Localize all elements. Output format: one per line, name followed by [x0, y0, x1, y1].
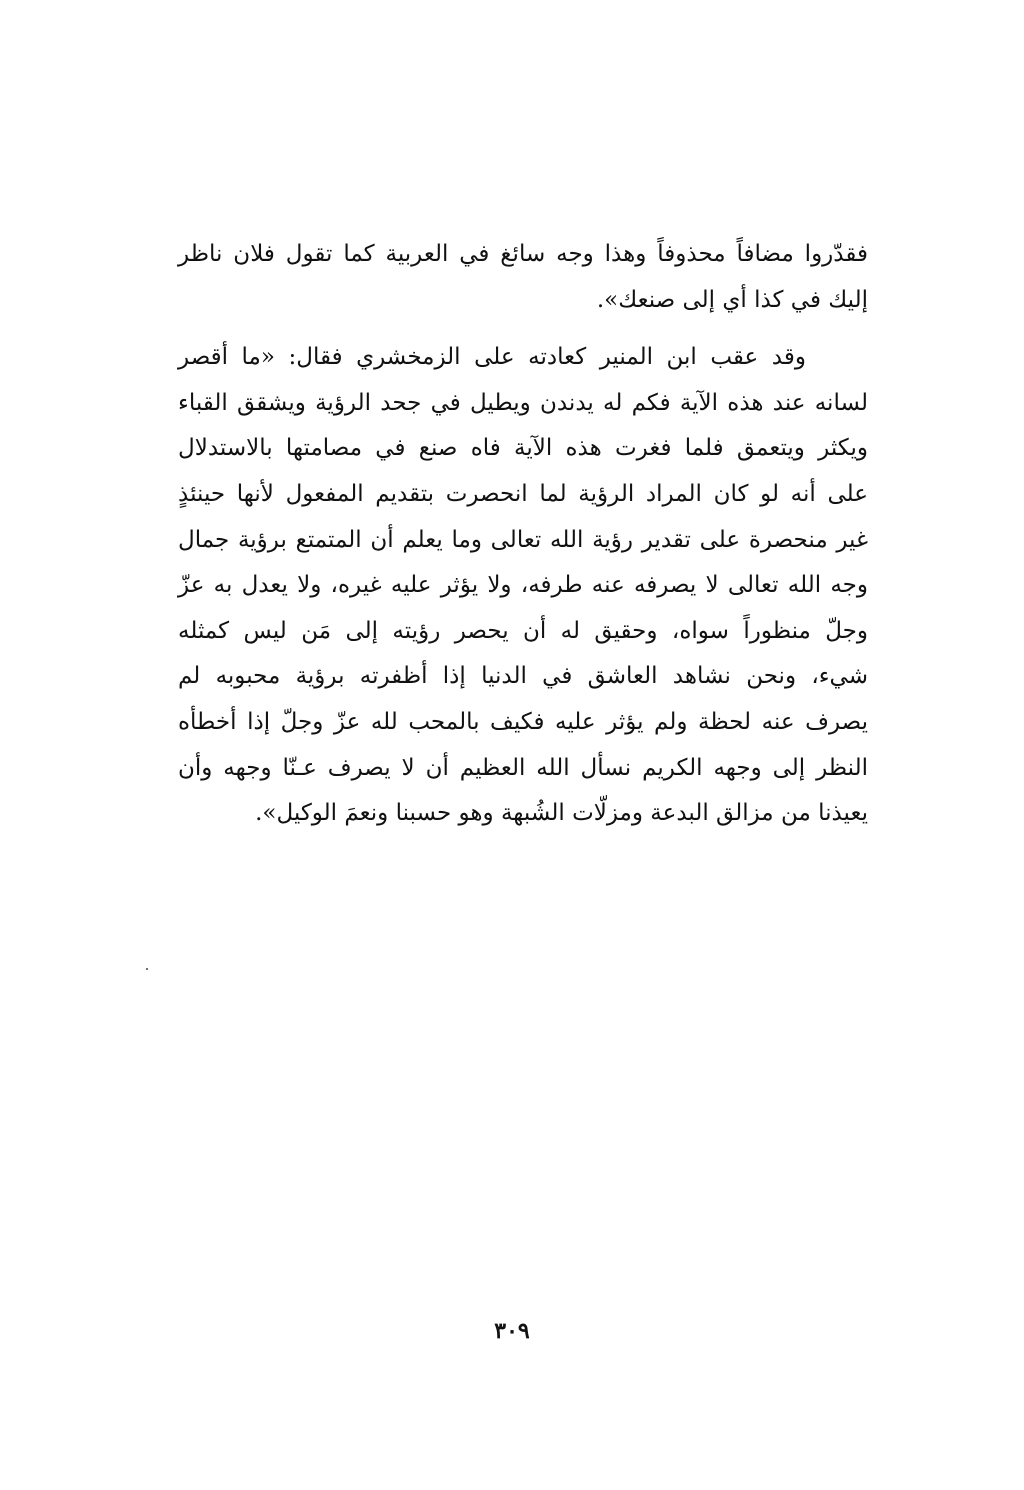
paragraph-1 [178, 232, 868, 323]
text-line: غير منحصرة على تقدير رؤية الله تعالى وما يعلم أن المتمتع برؤية جمال [178, 526, 868, 553]
text-line: شيء، ونحن نشاهد العاشق في الدنيا إذا أظفرته برؤية محبوبه لم [178, 663, 868, 690]
text-line: وجلّ منظوراً سواه، وحقيق له أن يحصر رؤيته إلى مَن ليس كمثله [178, 617, 868, 644]
body-text [178, 232, 868, 837]
paragraph-2 [178, 335, 868, 837]
text-line: ويكثر ويتعمق فلما فغرت هذه الآية فاه صنع في مصامتها بالاستدلال [178, 435, 868, 462]
text-line: وجه الله تعالى لا يصرفه عنه طرفه، ولا يؤثر عليه غيره، ولا يعدل به عزّ [178, 572, 868, 599]
scan-speck [146, 968, 148, 970]
text-line: النظر إلى وجهه الكريم نسأل الله العظيم أن لا يصرف عـنّا وجهه وأن [178, 754, 868, 781]
page-number: ٣٠٩ [494, 1318, 530, 1344]
text-line: يعيذنا من مزالق البدعة ومزلّات الشُبهة وهو حسبنا ونعمَ الوكيل». [255, 800, 868, 827]
text-line: لسانه عند هذه الآية فكم له يدندن ويطيل في جحد الرؤية ويشقق القباء [178, 389, 868, 416]
text-line: فقدّروا مضافاً محذوفاً وهذا وجه سائغ في العربية كما تقول فلان ناظر [178, 241, 868, 267]
text-line: وقد عقب ابن المنير كعادته على الزمخشري فقال: «ما أقصر [178, 344, 806, 371]
text-line: على أنه لو كان المراد الرؤية لما انحصرت بتقديم المفعول لأنها حينئذٍ [178, 480, 868, 507]
text-line: إليك في كذا أي إلى صنعك». [596, 286, 868, 313]
text-line: يصرف عنه لحظة ولم يؤثر عليه فكيف بالمحب لله عزّ وجلّ إذا أخطأه [178, 708, 868, 735]
